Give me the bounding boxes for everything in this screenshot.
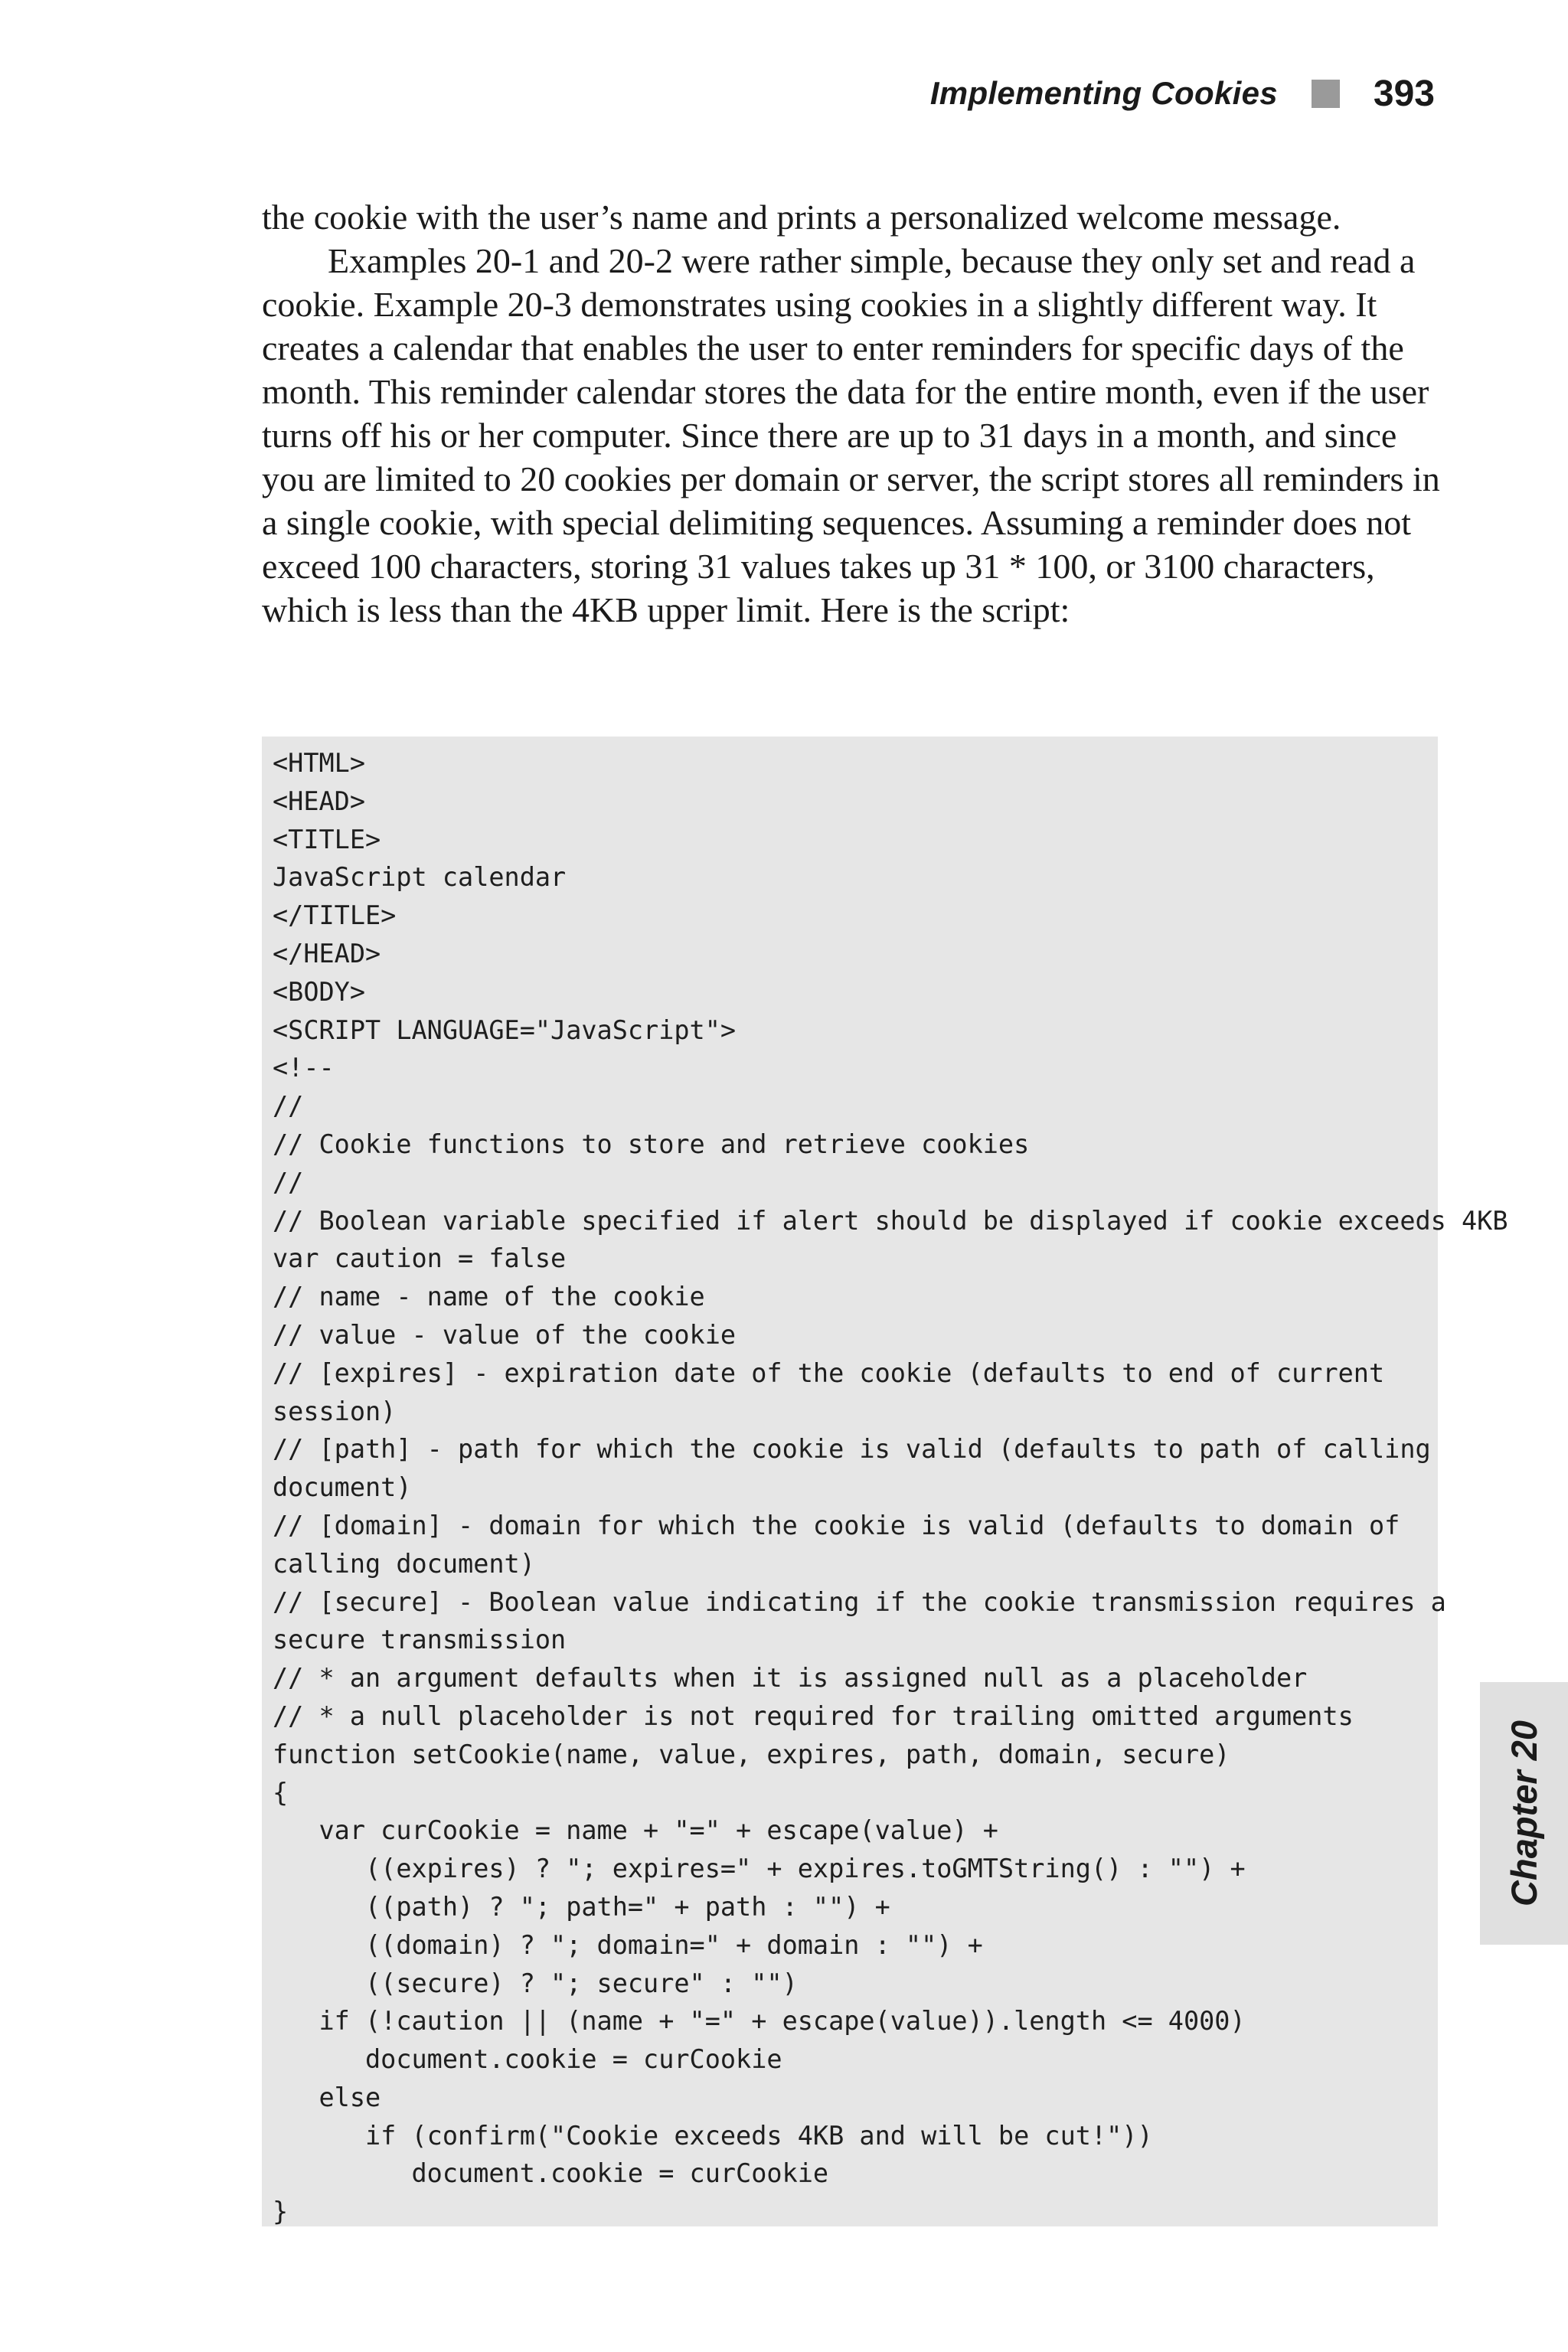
- code-text: <HTML> <HEAD> <TITLE> JavaScript calendar </TITLE> </HEAD> <BODY> <SCRIPT LANGUAGE="JavaScript"> <!-- // // Cookie functions to store and retrieve cookies // // Boolean variable specified if alert should be displayed if cookie exceeds 4KB var caution = false // name - name of the cookie // value - value of the cookie // [expires] - expiration date of the cookie (defaults to end of current session) // [path] - path for which the cookie is valid (defaults to path of calling document) // [domain] - domain for which the cookie is valid (defaults to domain of calling document) // [secure] - Boolean value indicating if the cookie transmission requires a secure transmission // * an argument defaults when it is assigned null as a placeholder // * a null placeholder is not required for trailing omitted arguments function setCookie(name, value, expires, path, domain, secure) { var curCookie = name + "=" + escape(value) + ((expires) ? "; expires=" + expires.toGMTString() : "") + ((path) ? "; path=" + path : "") + ((domain) ? "; domain=" + domain : "") + ((secure) ? "; secure" : "") if (!caution || (name + "=" + escape(value)).length <= 4000) document.cookie = curCookie else if (confirm("Cookie exceeds 4KB and will be cut!")) document.cookie = curCookie }: [273, 748, 1508, 2227]
- paragraph-intro: Examples 20-1 and 20-2 were rather simple, because they only set and read a cookie. Example 20-3 demonstrates using cookies in a slightly different way. It creates a calendar that enables the user to enter reminders for specific days of the month. This reminder calendar stores the data for the entire month, even if the user turns off his or her computer. Since there are up to 31 days in a month, and since you are limited to 20 cookies per domain or server, the script stores all reminders in a single cookie, with special delimiting sequences. Assuming a reminder does not exceed 100 characters, storing 31 values takes up 31 * 100, or 3100 characters, which is less than the 4KB upper limit. Here is the script:: [262, 241, 1440, 629]
- code-listing: [262, 737, 1508, 2227]
- paragraph-continuation: the cookie with the user’s name and prints a personalized welcome message.: [262, 198, 1341, 237]
- running-header: [0, 70, 1435, 116]
- body-text: [262, 195, 1441, 632]
- running-header-title: Implementing Cookies: [929, 75, 1278, 111]
- chapter-tab-label: Chapter 20: [1504, 1720, 1545, 1906]
- page-number: 393: [1373, 73, 1435, 114]
- chapter-thumb-tab: [1480, 1682, 1568, 1945]
- header-square-ornament: [1312, 80, 1340, 108]
